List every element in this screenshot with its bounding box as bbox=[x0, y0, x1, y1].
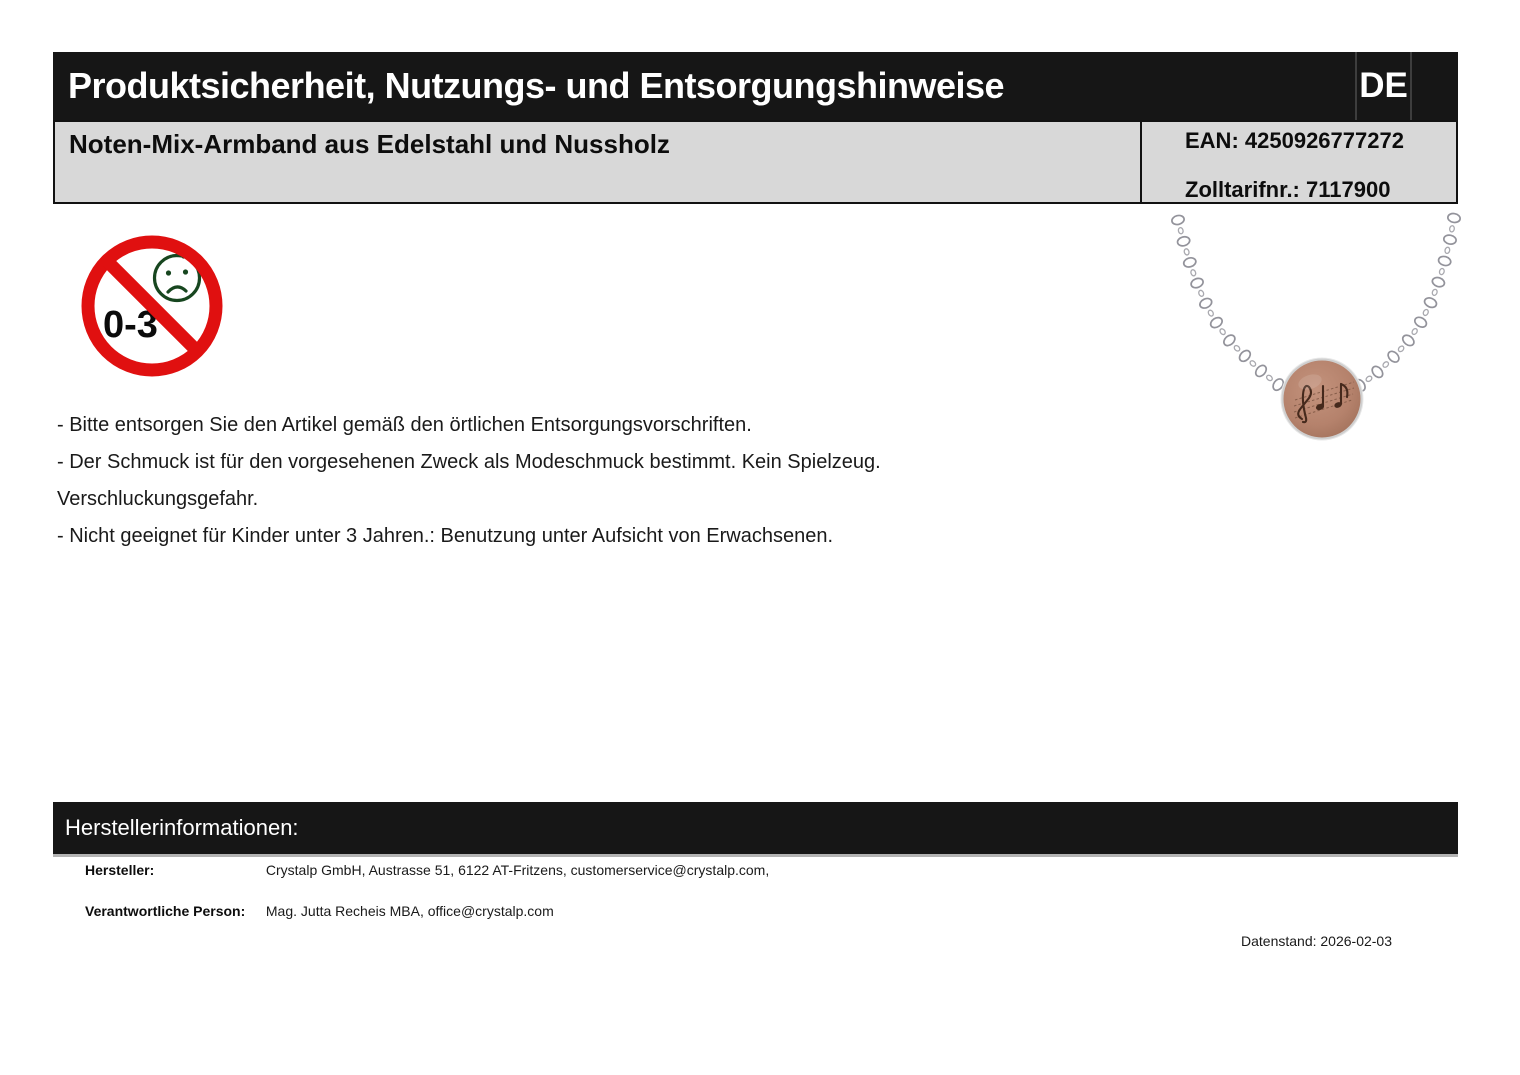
responsible-person-row bbox=[85, 903, 554, 921]
title-bar bbox=[53, 52, 1458, 120]
wooden-music-disc bbox=[1281, 358, 1364, 441]
product-name: Noten-Mix-Armband aus Edelstahl und Nussholz bbox=[69, 129, 670, 159]
page-title: Produktsicherheit, Nutzungs- und Entsorgungshinweise bbox=[68, 65, 1005, 106]
product-header-row bbox=[53, 120, 1458, 204]
age-range-label: 0-3 bbox=[103, 304, 158, 346]
data-status-date: Datenstand: 2026-02-03 bbox=[1241, 933, 1392, 949]
manufacturer-section-bar bbox=[53, 802, 1458, 857]
manufacturer-row bbox=[85, 862, 769, 880]
note-line: - Nicht geeignet für Kinder unter 3 Jahren.: Benutzung unter Aufsicht von Erwachsenen. bbox=[57, 525, 834, 547]
manufacturer-section-title: Herstellerinformationen: bbox=[65, 815, 299, 840]
safety-notes bbox=[57, 407, 1067, 555]
ean-code: EAN: 4250926777272 bbox=[1185, 128, 1404, 153]
note-line: Verschluckungsgefahr. bbox=[57, 488, 259, 510]
note-line: - Bitte entsorgen Sie den Artikel gemäß den örtlichen Entsorgungsvorschriften. bbox=[57, 414, 752, 436]
age-warning-0-3-icon bbox=[78, 228, 230, 386]
language-badge: DE bbox=[1359, 66, 1408, 105]
responsible-person-label: Verantwortliche Person: bbox=[85, 903, 246, 919]
responsible-person-value: Mag. Jutta Recheis MBA, office@crystalp.com bbox=[265, 903, 554, 919]
note-line: - Der Schmuck ist für den vorgesehenen Zweck als Modeschmuck bestimmt. Kein Spielzeug. bbox=[57, 451, 881, 473]
product-photo-bracelet bbox=[1160, 208, 1470, 446]
manufacturer-value: Crystalp GmbH, Austrasse 51, 6122 AT-Fritzens, customerservice@crystalp.com, bbox=[265, 862, 770, 878]
customs-tariff-number: Zolltarifnr.: 7117900 bbox=[1185, 177, 1391, 202]
codes-cell bbox=[1142, 122, 1456, 202]
manufacturer-label: Hersteller: bbox=[85, 862, 155, 878]
